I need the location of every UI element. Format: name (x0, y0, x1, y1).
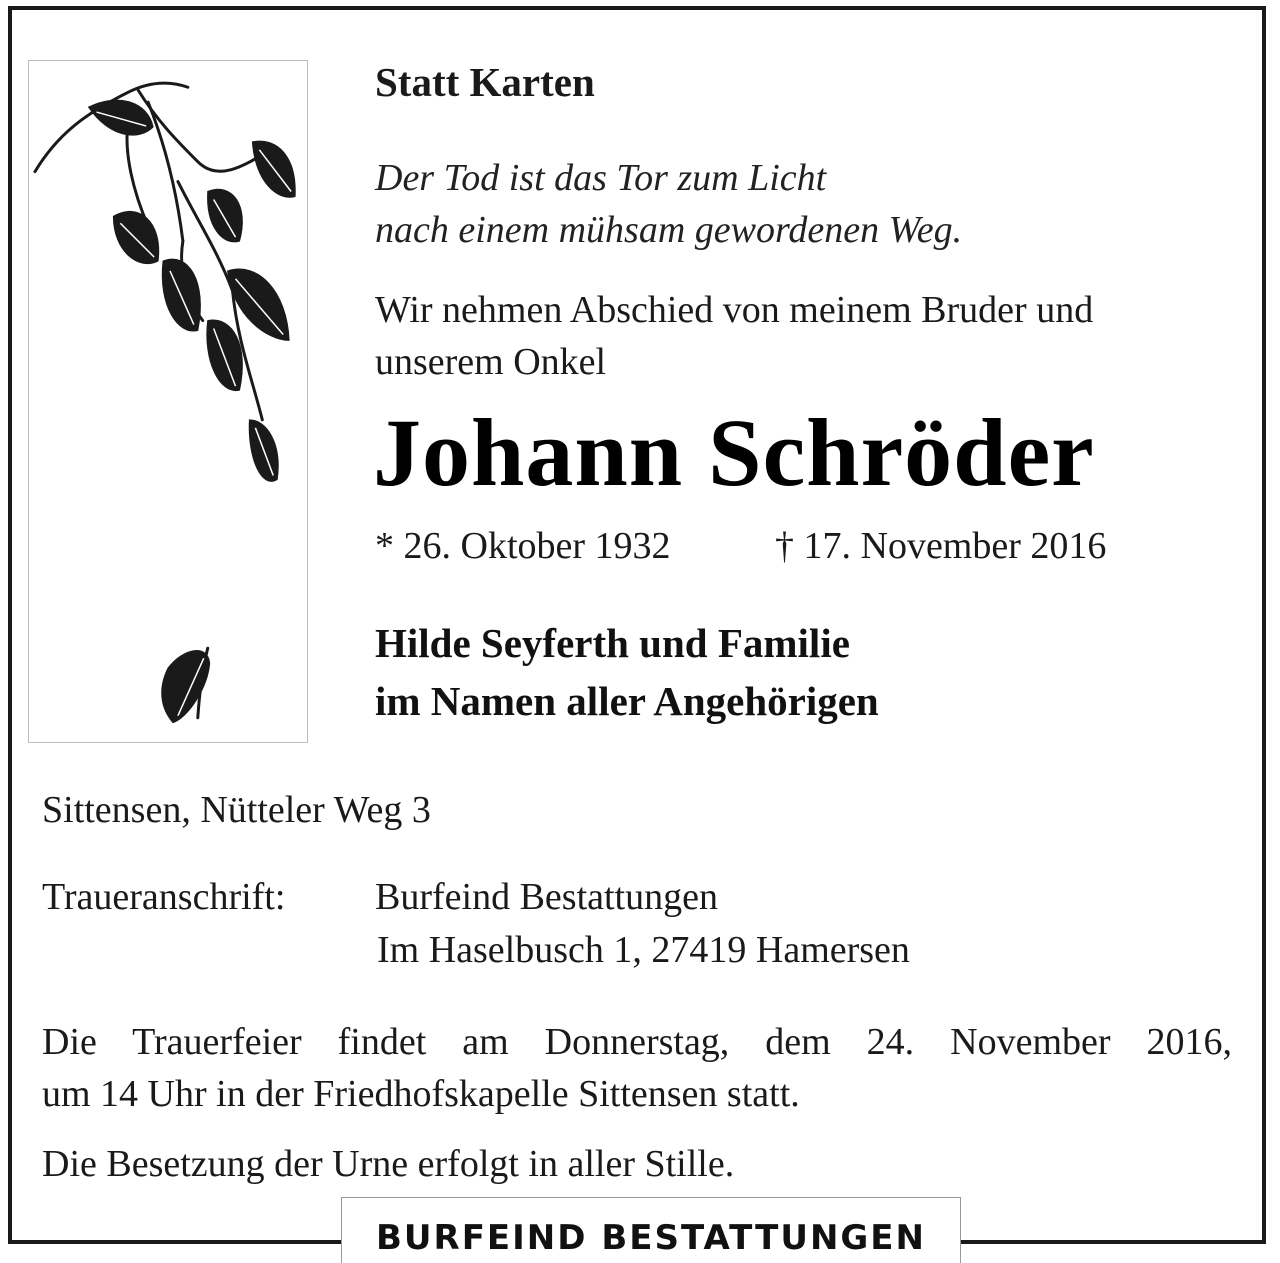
residence-address: Sittensen, Nütteler Weg 3 (42, 789, 431, 831)
funeral-home-logo (341, 1197, 961, 1263)
ceremony-line: Die Trauerfeier findet am Donnerstag, dem 24. November 2016, (42, 1021, 1232, 1063)
condolence-name: Burfeind Bestattungen (375, 876, 718, 918)
condolence-label: Traueranschrift: (42, 876, 286, 918)
motto-quote (375, 152, 962, 256)
motto-line: nach einem mühsam gewordenen Weg. (375, 209, 963, 251)
motto-line: Der Tod ist das Tor zum Licht (375, 157, 827, 199)
notice-header: Statt Karten (375, 59, 595, 105)
mourners-signature (375, 614, 879, 730)
falling-leaves-icon (29, 61, 307, 742)
birth-date: * 26. Oktober 1932 (375, 525, 671, 567)
ceremony-line: um 14 Uhr in der Friedhofskapelle Sittensen statt. (42, 1073, 800, 1115)
intro-line: unserem Onkel (375, 341, 607, 383)
mourners-line: im Namen aller Angehörigen (375, 678, 879, 724)
intro-line: Wir nehmen Abschied von meinem Bruder und (375, 289, 1094, 331)
leaves-illustration (28, 60, 308, 743)
logo-text: BURFEIND BESTATTUNGEN (376, 1218, 926, 1258)
urn-note: Die Besetzung der Urne erfolgt in aller Stille. (42, 1143, 735, 1185)
condolence-address: Im Haselbusch 1, 27419 Hamersen (377, 929, 910, 971)
mourners-line: Hilde Seyferth und Familie (375, 620, 850, 666)
deceased-name: Johann Schröder (373, 399, 1095, 506)
death-date: † 17. November 2016 (775, 525, 1107, 567)
ceremony-info (42, 1016, 1232, 1120)
intro-text (375, 284, 1093, 388)
